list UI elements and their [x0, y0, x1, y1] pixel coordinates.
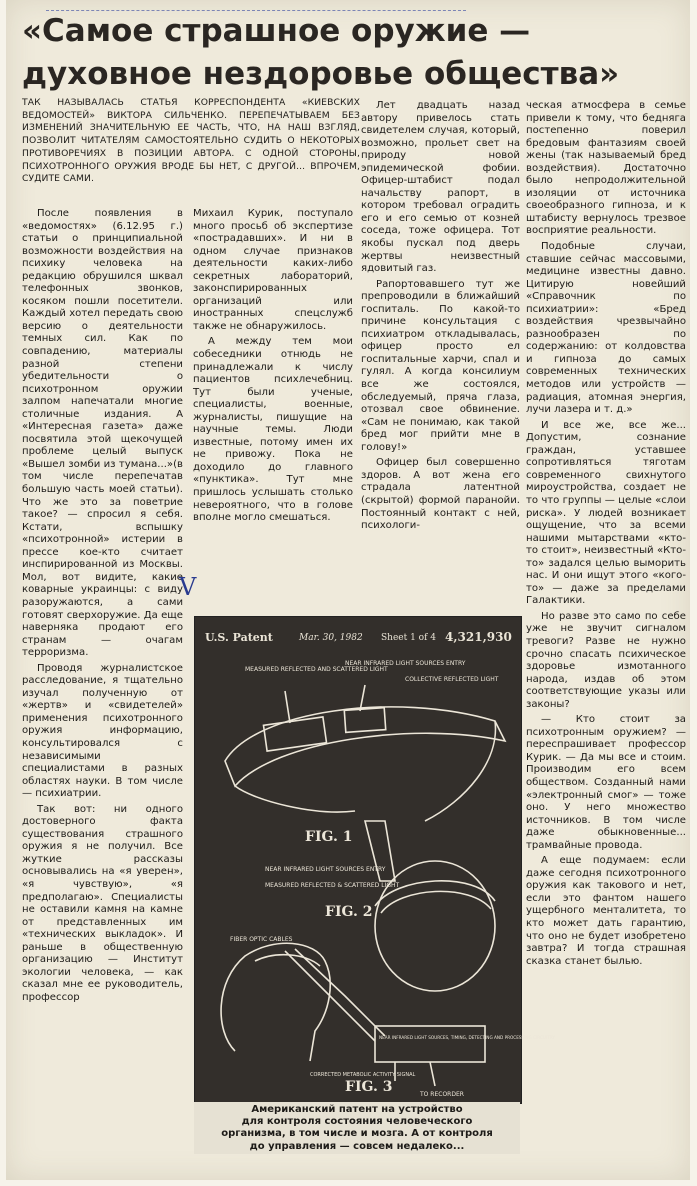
headline-line-1: «Самое страшное оружие — — [22, 13, 531, 49]
fig3-label: FIG. 3 — [345, 1079, 393, 1095]
label-corrected: CORRECTED METABOLIC ACTIVITY SIGNAL — [310, 1072, 416, 1078]
col1-paragraph: Проводя журналистское расследование, я тщательно изучал полученную от «жертв» и «свидетелей» применения психотронного оружия информацию, консультировался с независимыми специалистами в разных областях науки. В том числе — психиатрии. — [22, 662, 183, 800]
label-processing: NEAR INFRARED LIGHT SOURCES, TIMING, DETECTING AND PROCESSING CIRCUITRY — [379, 1035, 555, 1040]
fig2-label: FIG. 2 — [325, 904, 373, 920]
patent-drawing — [195, 651, 555, 1101]
patent-sheet: Sheet 1 of 4 — [381, 633, 437, 643]
caption-line-2: для контроля состояния человеческого — [241, 1116, 473, 1128]
col4-paragraph: ческая атмосфера в семье привели к тому, что бедняга постепенно поверил бредовым фантазиям своей жены (так называемый бред воздействия). Достаточно было непродолжительной изоляции от источника своеобразного гипноза, и к штабисту вернулось трезвое восприятие реальности. — [526, 100, 686, 237]
label-measured-2: MEASURED REFLECTED & SCATTERED LIGHT — [265, 882, 400, 889]
caption-line-1: Американский патент на устройство — [251, 1104, 463, 1115]
col3-paragraph: Офицер был совершенно здоров. А вот жена его страдала латентной (скрытой) формой паранойи. Постоянный контакт с ней, психологи- — [361, 457, 520, 532]
article-headline — [22, 10, 682, 96]
column-1 — [22, 208, 183, 1007]
label-near-ir-sources: NEAR INFRARED LIGHT SOURCES ENTRY — [265, 866, 386, 873]
sensor-box — [344, 708, 385, 733]
patent-number: 4,321,930 — [445, 630, 512, 644]
handwritten-checkmark: V — [179, 573, 197, 601]
headline-line-2: духовное нездоровье общества» — [22, 56, 620, 92]
patent-date: Mar. 30, 1982 — [299, 633, 363, 643]
column-4 — [526, 100, 686, 971]
label-near-ir-entry: NEAR INFRARED LIGHT SOURCES ENTRY — [345, 660, 466, 667]
newspaper-clipping — [6, 0, 690, 1180]
label-collective: COLLECTIVE REFLECTED LIGHT — [405, 676, 499, 683]
col2-paragraph: Михаил Курик, поступало много просьб об экспертизе «пострадавших». И ни в одном случае признаков деятельности каких-либо секретных лабораторий, законспирированных организаций или иностранных спецслужб также не обнаружилось. — [193, 208, 353, 332]
patent-illustration — [194, 616, 555, 1104]
col4-paragraph: А еще подумаем: если даже сегодня психотронного оружия как такового и нет, если это фантом нашего ущербного менталитета, то кто может дать гарантию, что оно не будет изобретено завтра? И тогда страшная сказка станет былью. — [526, 855, 686, 967]
col4-paragraph: И все же, все же... Допустим, сознание граждан, уставшее сопротивляться тяготам современного свихнутого мироустройства, создает не то что группы — целые «слои риска». У людей возникает ощущение, что за всеми нашими мытарствами «кто-то стоит», неизвестный «Кто-то» задался целью выморить нас. И они ищут этого «кого-то» — даже за пределами Галактики. — [526, 419, 686, 607]
label-recorder: TO RECORDER — [420, 1091, 464, 1098]
patent-caption — [194, 1102, 520, 1154]
col3-paragraph: Лет двадцать назад автору привелось стать свидетелем случая, который, возможно, прольет свет на природу новой эпидемической фобии. Офицер-штабист подал начальству рапорт, в котором требовал оградить его и его семью от козней соседа, тоже офицера. Тот якобы пускал под дверь жертвы неизвестный ядовитый газ. — [361, 100, 520, 275]
lead-paragraph: ТАК НАЗЫВАЛАСЬ СТАТЬЯ КОРРЕСПОНДЕНТА «КИЕВСКИХ ВЕДОМОСТЕЙ» ВИКТОРА СИЛЬЧЕНКО. ПЕРЕПЕЧАТЫВАЕМ БЕЗ ИЗМЕНЕНИЙ ЗНАЧИТЕЛЬНУЮ ЕЕ ЧАСТЬ, ЧТО, НА НАШ ВЗГЛЯД, ПОЗВОЛИТ ЧИТАТЕЛЯМ САМОСТОЯТЕЛЬНО СУДИТЬ О НЕКОТОРЫХ ПРОТИВОРЕЧИЯХ В ПОЗИЦИИ АВТОРА. С ОДНОЙ СТОРОНЫ, ПСИХОТРОННОГО ОРУЖИЯ ВРОДЕ БЫ НЕТ, С ДРУГОЙ... ВПРОЧЕМ, СУДИТЕ САМИ. — [22, 97, 360, 185]
caption-line-3: организма, в том числе и мозга. А от контроля — [221, 1128, 493, 1140]
col3-paragraph: Рапортовавшего тут же препроводили в ближайший госпиталь. По какой-то причине консультация с психиатром откладывалась, офицер просто ел госпитальные харчи, спал и гулял. А когда консилиум все же состоялся, обследуемый, пряча глаза, отозвал свое обвинение. «Сам не понимаю, как такой бред мог прийти мне в голову!» — [361, 278, 520, 453]
col4-paragraph: Подобные случаи, ставшие сейчас массовыми, медицине известны давно. Цитирую новейший «Справочник по психиатрии»: «Бред воздействия чрезвычайно разнообразен по содержанию: от колдовства и гипноза до самых современных технических методов или устройств — радиация, атомная энергия, лучи лазера и т. д.» — [526, 241, 686, 416]
processing-box — [375, 1026, 485, 1062]
caption-line-4: до управления — совсем недалеко... — [249, 1140, 465, 1152]
column-3 — [361, 100, 520, 536]
col1-paragraph: Так вот: ни одного достоверного факта существования страшного оружия я не получил. Все жуткие рассказы основывались на «я уверен», «я чувствую», «я предполагаю». Специалисты не оставили камня на камне от представленных им «технических выкладок». И раньше в общественную организацию — Институт экологии человека, — как сказал мне ее руководитель, профессор — [22, 803, 183, 1003]
col2-paragraph: А между тем мои собеседники отнюдь не принадлежали к числу пациентов психлечебниц. Тут были ученые, специалисты, военные, журналисты, пишущие на научные темы. Люди известные, потому имен их не привожу. Пока не доходило до главного «пунктика». Тут мне пришлось услышать столько невероятного, что в голове вполне могло смешаться. — [193, 336, 353, 524]
fig1-label: FIG. 1 — [305, 829, 353, 845]
patent-title: U.S. Patent — [205, 631, 273, 644]
col1-paragraph: После появления в «ведомостях» (6.12.95 г.) статьи о принципиальной возможности воздействия на психику человека на редакцию обрушился шквал телефонных звонков, косяком пошли посетители. Каждый хотел передать свою версию о деятельности темных сил. Как по совпадению, материалы разной степени убедительности о психотронном оружии залпом напечатали многие столичные издания. А «Интересная газета» даже посвятила этой щекочущей проблеме целый выпуск «Вышел зомби из тумана...»(в том числе перепечатав большую часть моей статьи). Что же это за поветрие такое? — спросил я себя. Кстати, вспышку «психотронной» истерии в прессе кое-кто считает инспирированной из Москвы. Мол, вот видите, какие коварные украинцы: с виду разоружаются, а сами готовят сверхоружие. Да еще наверняка продают его странам — очагам терроризма. — [22, 208, 183, 659]
label-measured: MEASURED REFLECTED AND SCATTERED LIGHT — [245, 666, 388, 673]
label-fiber: FIBER OPTIC CABLES — [230, 936, 293, 943]
col4-paragraph: — Кто стоит за психотронным оружием? — переспрашивает профессор Курик. — Да мы все и стоим. Производим его всем обществом. Созданный нами «электронный смог» — тоже оно. У него множество источников. В том числе даже обыкновенные... трамвайные провода. — [526, 714, 686, 851]
column-2 — [193, 208, 353, 528]
col4-paragraph: Но разве это само по себе уже не звучит сигналом тревоги? Разве не нужно срочно спасать психическое здоровье измотанного народа, издав об этом соответствующие указы или законы? — [526, 610, 686, 710]
